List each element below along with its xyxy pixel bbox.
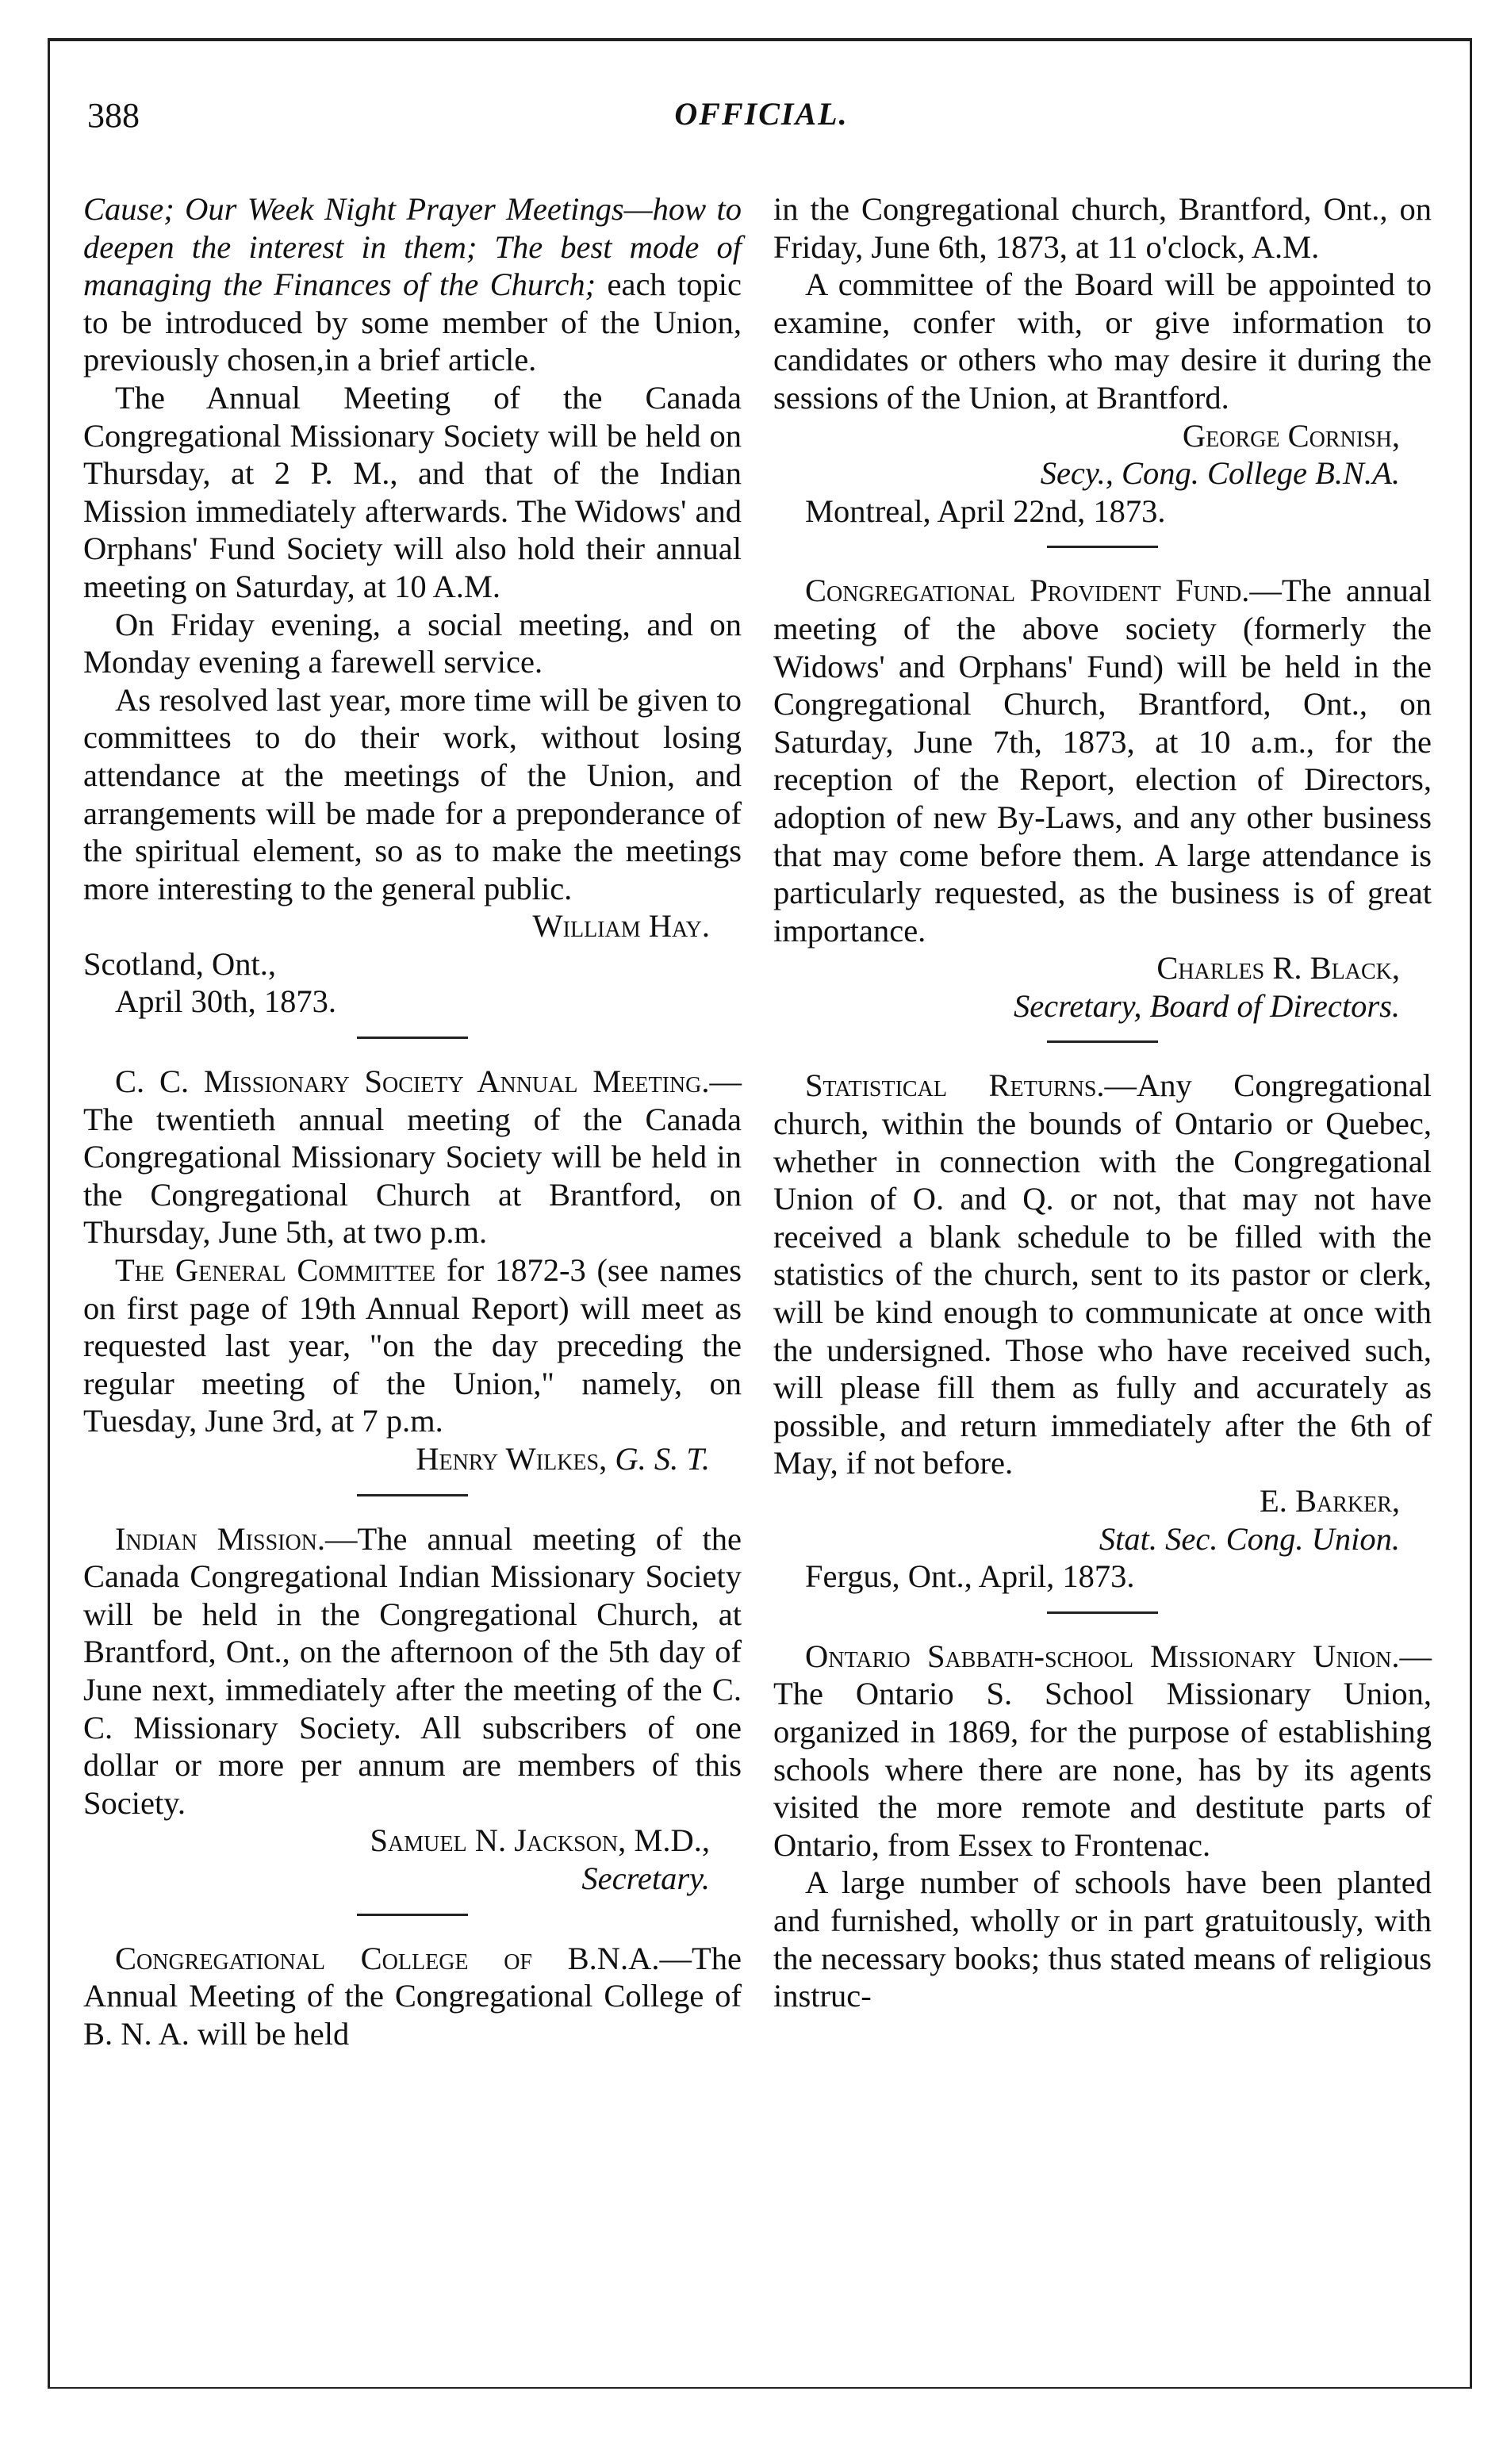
notice-paragraph <box>83 1063 742 1251</box>
dateline: Scotland, Ont., <box>83 945 276 982</box>
notice-paragraph <box>83 1251 742 1440</box>
section-rule <box>357 1914 468 1916</box>
dateline: April 30th, 1873. <box>115 983 336 1020</box>
paragraph: in the Congregational church, Brantford, Ont., on Friday, June 6th, 1873, at 11 o'clock, A.M. <box>773 191 1432 265</box>
notice-paragraph <box>83 1940 742 2053</box>
notice-heading: Ontario Sabbath-school Missionary Union. <box>805 1638 1400 1674</box>
notice-text: —The annual meeting of the above society (formerly the Widows' and Orphans' Fund) will be held in the Congregational Church, Brantford, Ont., on Saturday, June 7th, 1873, at 10 a.m., for the reception of the Report, election of Directors, adoption of new By-Laws, and any other business that may come before them. A large attendance is particularly requested, as the business is of great importance. <box>773 573 1432 948</box>
topic-list: Cause; Our Week Night Prayer Meetings—how to deepen the interest in them; The best mode of managing the Finances of the Church; <box>83 191 742 303</box>
notice-text: for 1872-3 (see names on first page of 19th Annual Report) will meet as requested last year, "on the day preceding the regular meeting of the Union," namely, on Tuesday, June 3rd, at 7 p.m. <box>83 1252 742 1439</box>
signature <box>83 1440 742 1478</box>
page-number: 388 <box>87 96 140 135</box>
notice-text: —Any Congregational church, within the bounds of Ontario or Quebec, whether in connection with the Congregational Union of O. and Q. or not, that may not have received a blank schedule to be filled with the statistics of the church, sent to its pastor or clerk, will be kind enough to communicate at once with the undersigned. Those who have received such, will please fill them as fully and accurately as possible, and return immediately after the 6th of May, if not before. <box>773 1067 1432 1481</box>
dateline: Fergus, Ont., April, 1873. <box>805 1558 1135 1595</box>
signature-name: Henry Wilkes, <box>416 1441 608 1477</box>
signature-title: G. S. T. <box>607 1441 710 1477</box>
running-head: OFFICIAL. <box>674 96 849 132</box>
notice-heading: Congregational Provident Fund. <box>805 573 1250 609</box>
notice-paragraph <box>773 1067 1432 1482</box>
notice-paragraph <box>83 1520 742 1822</box>
signature-title: Secretary. <box>581 1860 710 1896</box>
notice-text: —The Annual Meeting of the Congregational College of B. N. A. will be held <box>83 1940 742 2052</box>
notice-text: —The twentieth annual meeting of the Canada Congregational Missionary Society will be held in the Congregational Church at Brantford, on Thursday, June 5th, at two p.m. <box>83 1063 742 1251</box>
section-rule <box>1047 1611 1158 1614</box>
notice-heading: The General Committee <box>115 1252 436 1289</box>
section-rule <box>1047 546 1158 548</box>
notice-heading: Indian Mission. <box>115 1520 326 1557</box>
left-column <box>83 190 742 2052</box>
notice-heading: Congregational College of B.N.A. <box>115 1940 660 1976</box>
section-rule <box>357 1494 468 1496</box>
page-header <box>87 95 1436 143</box>
paragraph: A large number of schools have been planted and furnished, wholly or in part gratuitously, with the necessary books; thus stated means of religious instruc- <box>773 1864 1432 2014</box>
section-rule <box>1047 1040 1158 1043</box>
signature-title: Secretary, Board of Directors. <box>1013 987 1400 1024</box>
notice-paragraph <box>773 572 1432 949</box>
section-rule <box>357 1037 468 1039</box>
signature: E. Barker, <box>1259 1483 1400 1519</box>
signature-title: Secy., Cong. College B.N.A. <box>1040 455 1400 492</box>
paragraph: On Friday evening, a social meeting, and on Monday evening a farewell service. <box>83 606 742 680</box>
paragraph: As resolved last year, more time will be given to committees to do their work, without losing attendance at the meetings of the Union, and arrangements will be made for a preponderance of the spiritual element, so as to make the meetings more interesting to the general public. <box>83 681 742 906</box>
signature: Charles R. Black, <box>1156 950 1400 987</box>
paragraph-text: each topic to be introduced by some member of the Union, previously chosen,in a brief article. <box>83 266 742 378</box>
notice-heading: Statistical Returns. <box>805 1067 1105 1104</box>
paragraph <box>83 190 742 379</box>
notice-text: —The annual meeting of the Canada Congregational Indian Missionary Society will be held in the Congregational Church, at Brantford, Ont., on the afternoon of the 5th day of June next, immediately after the meeting of the C. C. Missionary Society. All subscribers of one dollar or more per annum are members of this Society. <box>83 1520 742 1821</box>
right-column <box>773 190 1432 2015</box>
signature: George Cornish, <box>1182 417 1400 454</box>
paragraph: The Annual Meeting of the Canada Congregational Missionary Society will be held on Thursday, at 2 P. M., and that of the Indian Mission immediately afterwards. The Widows' and Orphans' Fund Society will also hold their annual meeting on Saturday, at 10 A.M. <box>83 379 742 604</box>
signature: Samuel N. Jackson, M.D., <box>370 1822 710 1859</box>
notice-paragraph <box>773 1638 1432 1864</box>
signature: William Hay. <box>532 908 710 945</box>
signature-title: Stat. Sec. Cong. Union. <box>1099 1520 1400 1557</box>
paragraph: A committee of the Board will be appointed to examine, confer with, or give information to candidates or others who may desire it during the sessions of the Union, at Brantford. <box>773 266 1432 416</box>
notice-text: —The Ontario S. School Missionary Union, organized in 1869, for the purpose of establishing schools where there are none, has by its agents visited the more remote and destitute parts of Ontario, from Essex to Frontenac. <box>773 1638 1432 1863</box>
dateline: Montreal, April 22nd, 1873. <box>805 492 1166 529</box>
notice-heading: C. C. Missionary Society Annual Meeting. <box>115 1063 710 1100</box>
